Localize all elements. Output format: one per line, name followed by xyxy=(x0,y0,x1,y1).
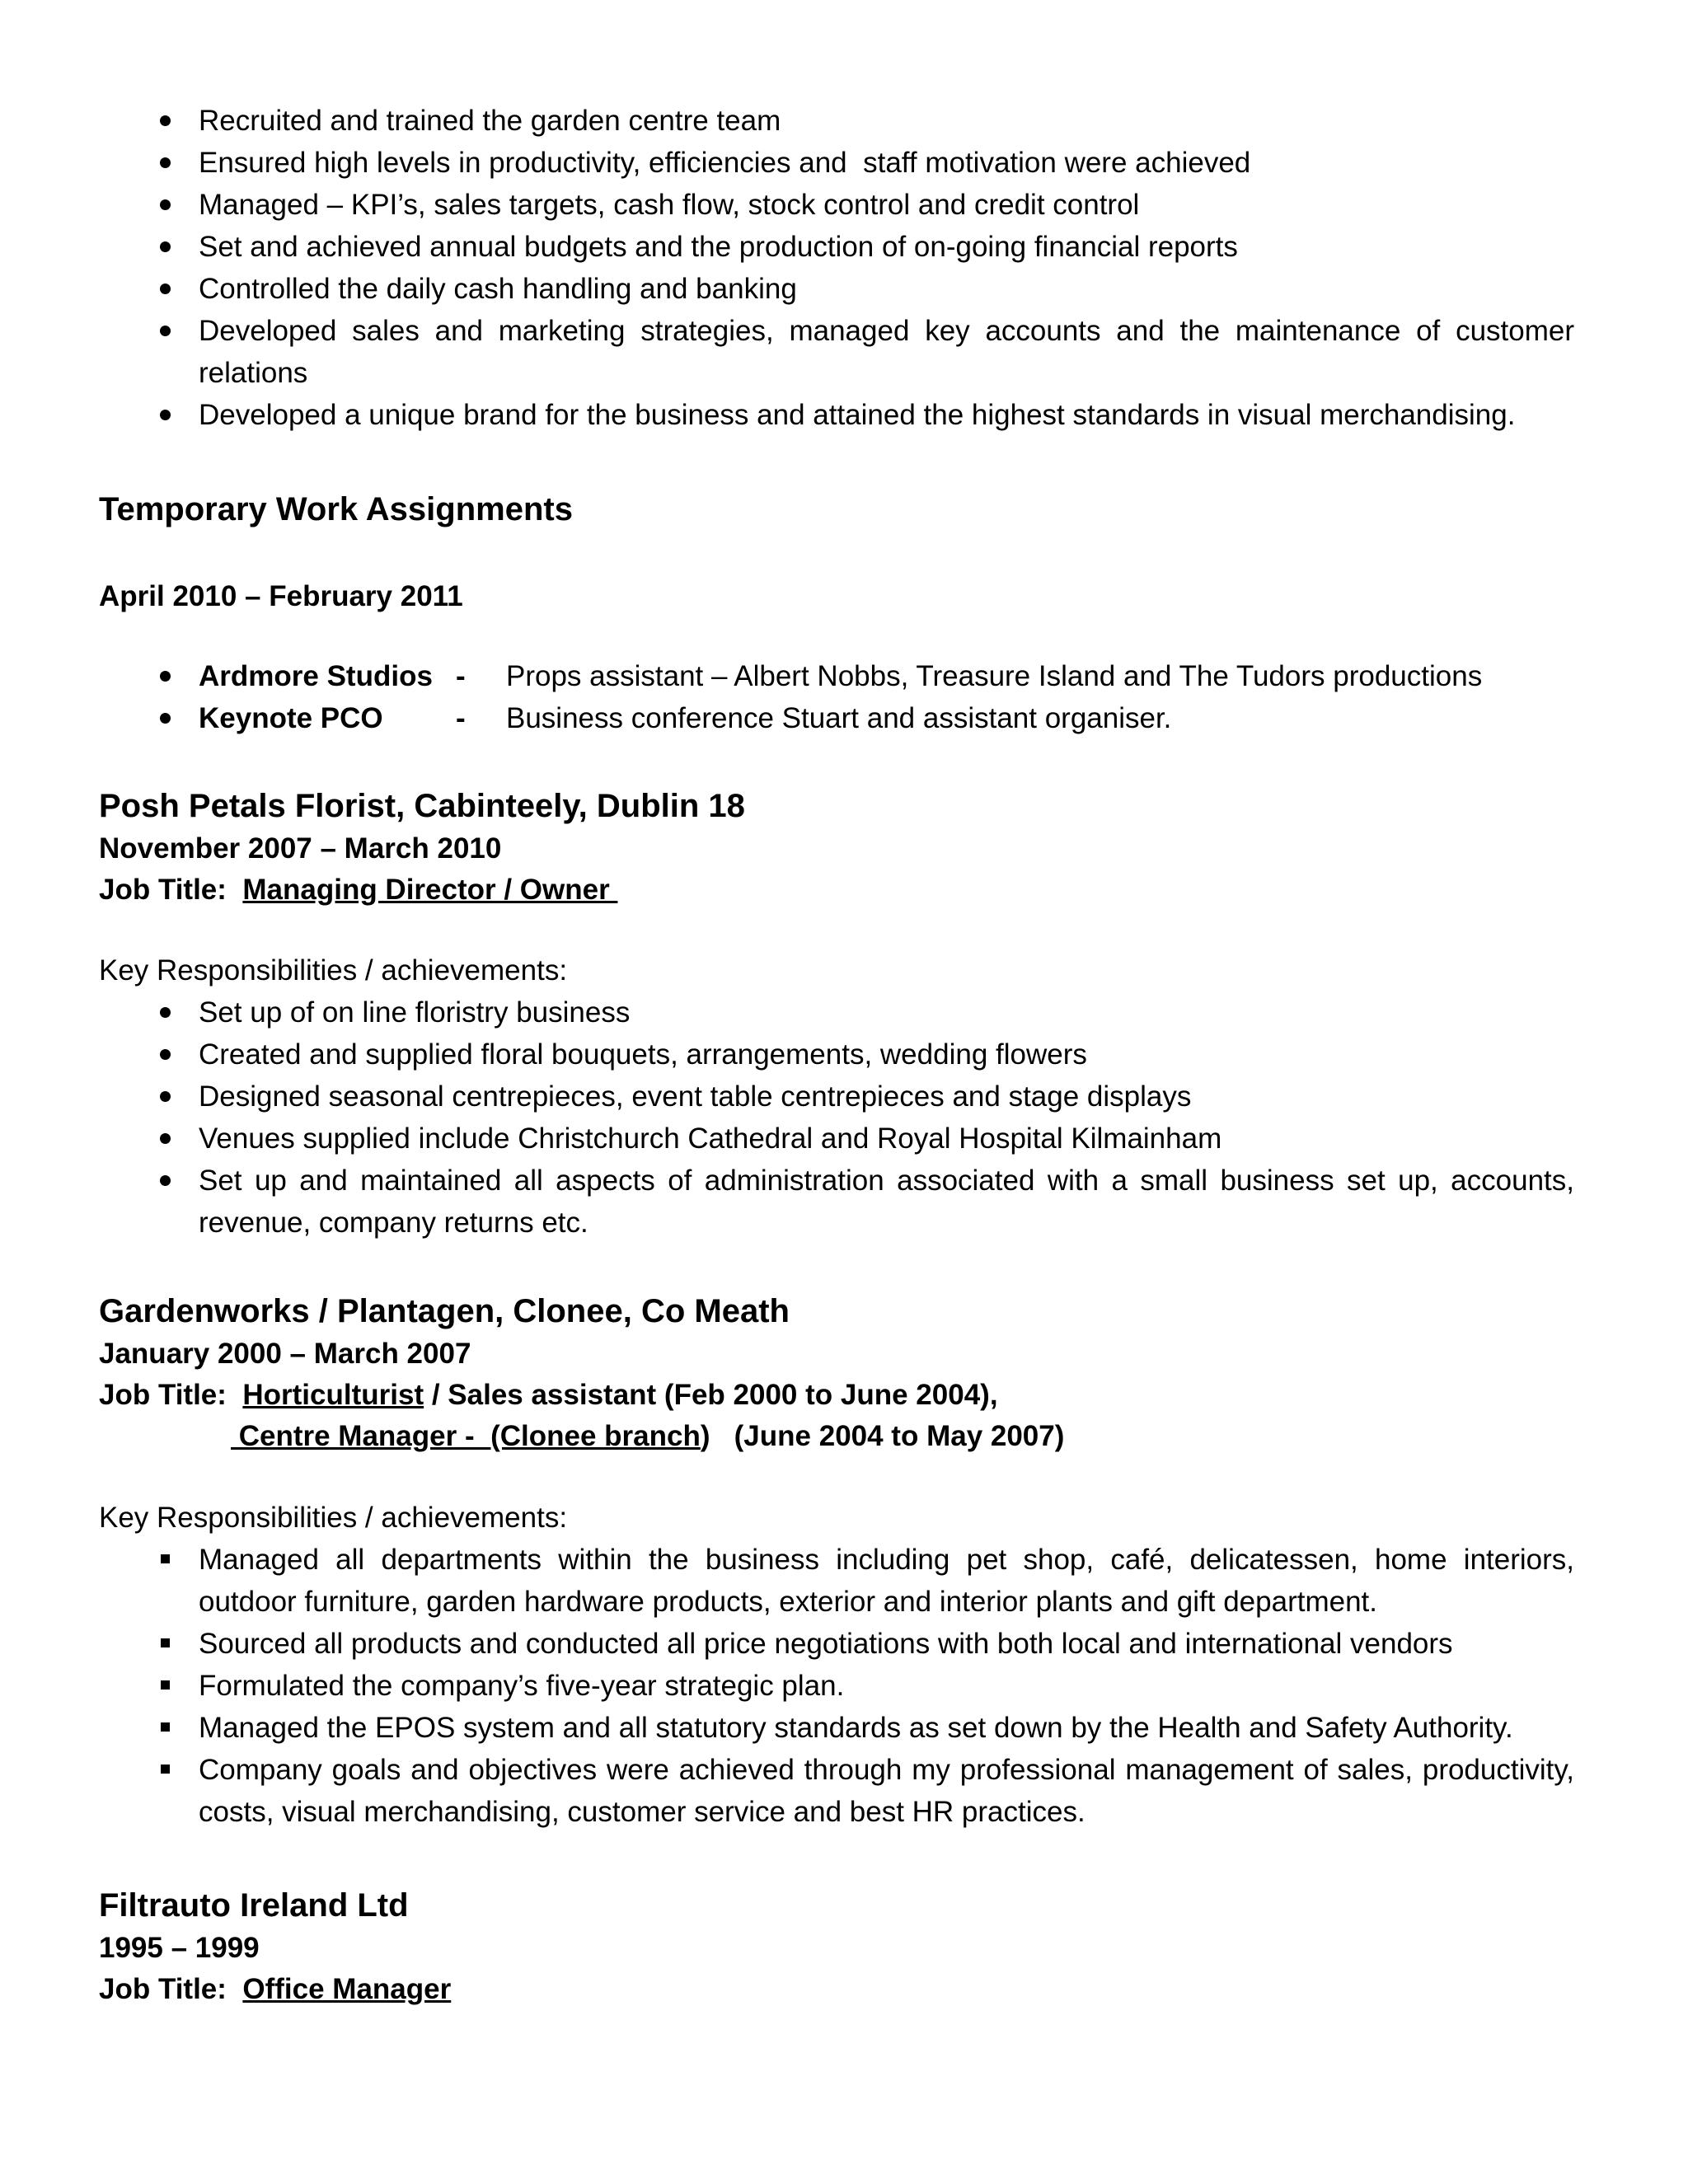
job-title-label: Job Title: xyxy=(99,1973,243,2005)
intro-bullet-list xyxy=(0,100,1688,436)
list-item xyxy=(0,1707,1574,1749)
list-item xyxy=(0,100,1574,142)
bullet-dot-icon xyxy=(152,1160,177,1202)
bullet-dot-icon xyxy=(152,655,177,697)
list-item xyxy=(0,310,1574,394)
bullet-dot-icon xyxy=(152,394,177,436)
gardenworks-job-title-2 xyxy=(231,1415,1064,1457)
temporary-org: Ardmore Studios xyxy=(199,660,433,692)
bullet-dot-icon xyxy=(152,697,177,739)
bullet-text: Ensured high levels in productivity, efficiencies and staff motivation were achieved xyxy=(199,147,1251,179)
bullet-dot-icon xyxy=(152,1033,177,1076)
job-title-value: Horticulturist xyxy=(242,1379,424,1411)
list-item xyxy=(0,184,1574,226)
bullet-dot-icon xyxy=(152,226,177,268)
bullet-dot-icon xyxy=(152,1118,177,1160)
list-item xyxy=(0,1749,1574,1833)
temporary-desc: Business conference Stuart and assistant organiser. xyxy=(506,702,1172,734)
posh-petals-bullet-list xyxy=(0,991,1688,1244)
temporary-dash: - xyxy=(456,702,466,734)
list-item xyxy=(0,1076,1574,1118)
bullet-text: Developed a unique brand for the business and attained the highest standards in visual merchandising. xyxy=(199,399,1516,431)
posh-petals-responsibilities-label: Key Responsibilities / achievements: xyxy=(99,954,568,987)
bullet-square-icon xyxy=(152,1623,177,1665)
bullet-text: Formulated the company’s five-year strategic plan. xyxy=(199,1670,845,1702)
list-item xyxy=(0,1665,1574,1707)
bullet-text: Company goals and objectives were achieved through my professional management of sales, productivity, costs, visual merchandising, customer service and best HR practices. xyxy=(199,1754,1574,1828)
job-title-value: Centre Manager - (Clonee branch xyxy=(231,1420,701,1452)
bullet-text: Set up and maintained all aspects of administration associated with a small business set up, accounts, revenue, company returns etc. xyxy=(199,1165,1574,1239)
bullet-text: Managed all departments within the business including pet shop, café, delicatessen, home interiors, outdoor furniture, garden hardware products, exterior and interior plants and gift department. xyxy=(199,1544,1574,1618)
list-item xyxy=(0,394,1574,436)
section-heading-posh-petals: Posh Petals Florist, Cabinteely, Dublin 18 xyxy=(99,788,745,824)
bullet-text: Developed sales and marketing strategies, managed key accounts and the maintenance of customer relations xyxy=(199,315,1574,389)
bullet-dot-icon xyxy=(152,100,177,142)
bullet-text: Created and supplied floral bouquets, arrangements, wedding flowers xyxy=(199,1038,1087,1071)
job-title-label: Job Title: xyxy=(99,1379,243,1411)
job-title-detail: / Sales assistant (Feb 2000 to June 2004), xyxy=(424,1379,998,1411)
gardenworks-responsibilities-label: Key Responsibilities / achievements: xyxy=(99,1502,568,1534)
bullet-text: Recruited and trained the garden centre team xyxy=(199,105,781,137)
section-heading-gardenworks: Gardenworks / Plantagen, Clonee, Co Meath xyxy=(99,1293,790,1329)
bullet-square-icon xyxy=(152,1665,177,1707)
bullet-text: Controlled the daily cash handling and banking xyxy=(199,273,797,305)
bullet-text: Designed seasonal centrepieces, event table centrepieces and stage displays xyxy=(199,1080,1192,1113)
filtrauto-dates: 1995 – 1999 xyxy=(99,1932,260,1964)
bullet-text: Sourced all products and conducted all price negotiations with both local and international vendors xyxy=(199,1628,1453,1660)
bullet-square-icon xyxy=(152,1707,177,1749)
list-item xyxy=(0,268,1574,310)
list-item xyxy=(0,142,1574,184)
job-title-value: Office Manager xyxy=(242,1973,452,2005)
bullet-text: Managed – KPI’s, sales targets, cash flow, stock control and credit control xyxy=(199,189,1140,221)
temporary-dates: April 2010 – February 2011 xyxy=(99,580,463,612)
bullet-dot-icon xyxy=(152,142,177,184)
job-title-detail: ) (June 2004 to May 2007) xyxy=(700,1420,1065,1452)
list-item xyxy=(0,1033,1574,1076)
posh-petals-job-title xyxy=(99,869,617,911)
bullet-dot-icon xyxy=(152,310,177,352)
temporary-dash: - xyxy=(456,660,466,692)
bullet-dot-icon xyxy=(152,268,177,310)
gardenworks-dates: January 2000 – March 2007 xyxy=(99,1338,471,1370)
job-title-label: Job Title: xyxy=(99,874,243,906)
bullet-square-icon xyxy=(152,1749,177,1791)
list-item xyxy=(0,991,1574,1033)
bullet-square-icon xyxy=(152,1539,177,1581)
bullet-text: Set and achieved annual budgets and the production of on-going financial reports xyxy=(199,231,1238,263)
list-item xyxy=(0,226,1574,268)
bullet-text: Set up of on line floristry business xyxy=(199,996,631,1029)
list-item xyxy=(0,1160,1574,1244)
temporary-desc: Props assistant – Albert Nobbs, Treasure Island and The Tudors productions xyxy=(506,660,1483,692)
temporary-org: Keynote PCO xyxy=(199,702,383,734)
list-item xyxy=(0,1118,1574,1160)
job-title-value: Managing Director / Owner xyxy=(242,874,618,906)
bullet-dot-icon xyxy=(152,184,177,226)
posh-petals-dates: November 2007 – March 2010 xyxy=(99,832,502,865)
list-item xyxy=(0,1539,1574,1623)
bullet-text: Venues supplied include Christchurch Cathedral and Royal Hospital Kilmainham xyxy=(199,1122,1222,1155)
section-heading-filtrauto: Filtrauto Ireland Ltd xyxy=(99,1887,409,1924)
gardenworks-bullet-list xyxy=(0,1539,1688,1833)
gardenworks-job-title-1 xyxy=(99,1374,998,1416)
section-heading-temporary: Temporary Work Assignments xyxy=(99,491,573,527)
filtrauto-job-title xyxy=(99,1968,451,2010)
bullet-dot-icon xyxy=(152,1076,177,1118)
bullet-text: Managed the EPOS system and all statutory standards as set down by the Health and Safety Authority. xyxy=(199,1712,1513,1744)
list-item xyxy=(0,1623,1574,1665)
bullet-dot-icon xyxy=(152,991,177,1033)
